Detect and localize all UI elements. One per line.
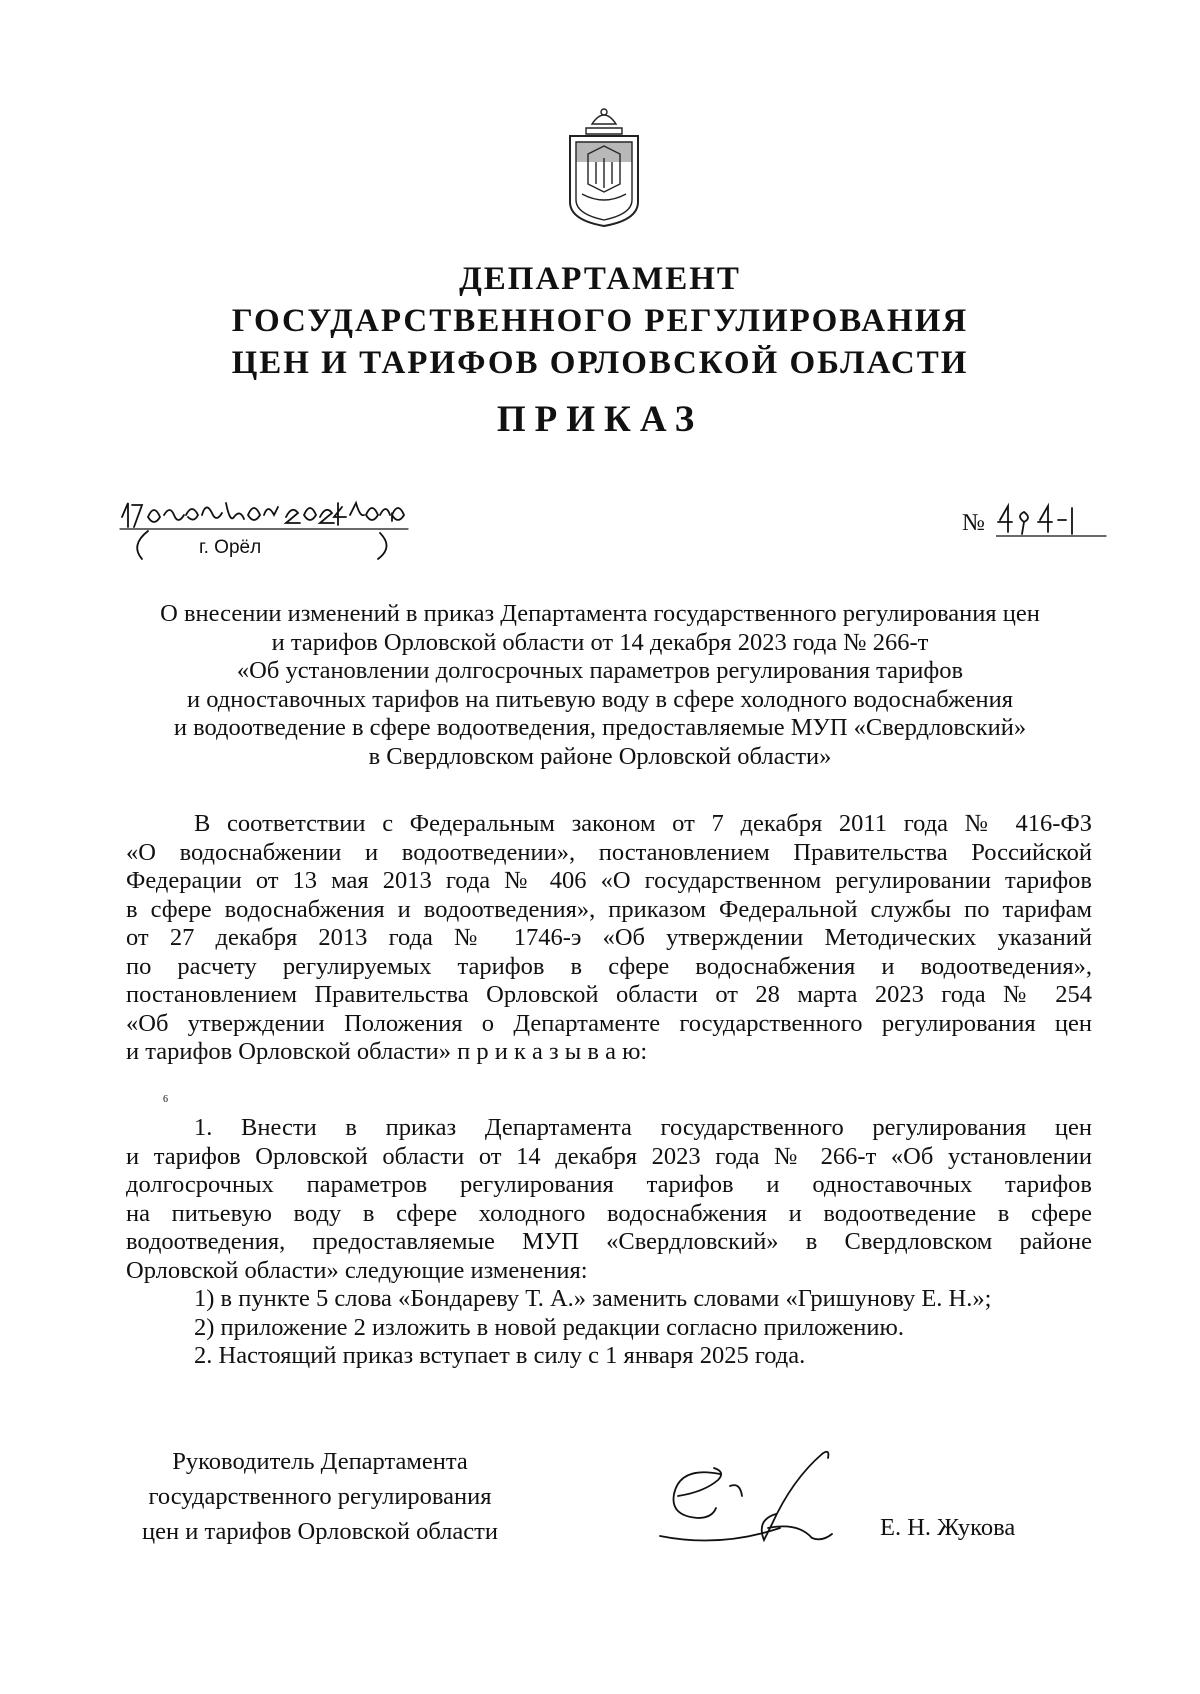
subject-line: и тарифов Орловской области от 14 декабря 2023 года № 266-т (271, 628, 929, 656)
preamble-line: и тарифов Орловской области» п р и к а з ы в а ю: (126, 1038, 648, 1065)
position-line: цен и тарифов Орловской области (142, 1518, 498, 1545)
preamble-line: В соответствии с Федеральным законом от 7 декабря 2011 года № 416-ФЗ (194, 810, 1092, 837)
handwritten-number (996, 502, 1116, 542)
subject-line: в Свердловском районе Орловской области» (368, 742, 832, 770)
subject-line: и одноставочных тарифов на питьевую воду в сфере холодного водоснабжения (186, 685, 1014, 713)
subitem-line: 1) в пункте 5 слова «Бондареву Т. А.» заменить словами «Гришунову Е. Н.»; (194, 1285, 992, 1312)
preamble-line: Федерации от 13 мая 2013 года № 406 «О государственном регулировании тарифов (126, 867, 1092, 894)
preamble-line: «О водоснабжении и водоотведении», постановлением Правительства Российской (126, 838, 1092, 866)
coat-of-arms-emblem (556, 102, 652, 230)
item1-line: Орловской области» следующие изменения: (126, 1256, 588, 1284)
city-label: г. Орёл (199, 537, 262, 558)
item1-line: на питьевую воду в сфере холодного водоснабжения и водоотведение в сфере (126, 1199, 1092, 1227)
preamble-line: по расчету регулируемых тарифов в сфере водоснабжения и водоотведения», (126, 952, 1092, 980)
subject-line: и водоотведение в сфере водоотведения, предоставляемые МУП «Свердловский» (173, 714, 1027, 741)
order-number (962, 502, 1142, 542)
department-title-line: ДЕПАРТАМЕНТ (459, 261, 741, 297)
preamble-line: в сфере водоснабжения и водоотведения», приказом Федеральной службы по тарифам (126, 895, 1092, 923)
item2-line: 2. Настоящий приказ вступает в силу с 1 января 2025 года. (194, 1342, 806, 1369)
department-title-line: ЦЕН И ТАРИФОВ ОРЛОВСКОЙ ОБЛАСТИ (231, 345, 969, 381)
preamble-line: от 27 декабря 2013 года № 1746-э «Об утверждении Методических указаний (126, 924, 1092, 951)
order-title: ПРИКАЗ (496, 399, 704, 440)
order-subject (100, 600, 1100, 771)
preamble-paragraph (126, 810, 1092, 1067)
department-title-line: ГОСУДАРСТВЕННОГО РЕГУЛИРОВАНИЯ (231, 303, 969, 339)
subject-line: «Об установлении долгосрочных параметров регулирования тарифов (236, 657, 964, 684)
item1-line: 1. Внести в приказ Департамента государственного регулирования цен (194, 1114, 1092, 1141)
item1-line: долгосрочных параметров регулирования тарифов и одноставочных тарифов (126, 1171, 1092, 1198)
item1-line: и тарифов Орловской области от 14 декабря 2023 года № 266-т «Об установлении (126, 1142, 1092, 1170)
signer-name: Е. Н. Жукова (880, 1514, 1016, 1541)
stray-mark: 6 (163, 1094, 168, 1105)
handwritten-date (118, 493, 418, 563)
position-line: Руководитель Департамента (172, 1448, 468, 1475)
number-sign: № (962, 510, 985, 536)
subitem-line: 2) приложение 2 изложить в новой редакции согласно приложению. (194, 1313, 904, 1341)
preamble-line: «Об утверждении Положения о Департаменте государственного регулирования цен (126, 1009, 1092, 1037)
preamble-line: постановлением Правительства Орловской области от 28 марта 2023 года № 254 (126, 981, 1092, 1008)
department-title (100, 258, 1100, 384)
position-line: государственного регулирования (148, 1483, 492, 1510)
signatory-position (120, 1444, 520, 1549)
handwritten-signature (648, 1440, 868, 1560)
item1-line: водоотведения, предоставляемые МУП «Свердловский» в Свердловском районе (126, 1228, 1092, 1255)
order-items (126, 1114, 1092, 1371)
subject-line: О внесении изменений в приказ Департамента государственного регулирования цен (160, 600, 1040, 627)
